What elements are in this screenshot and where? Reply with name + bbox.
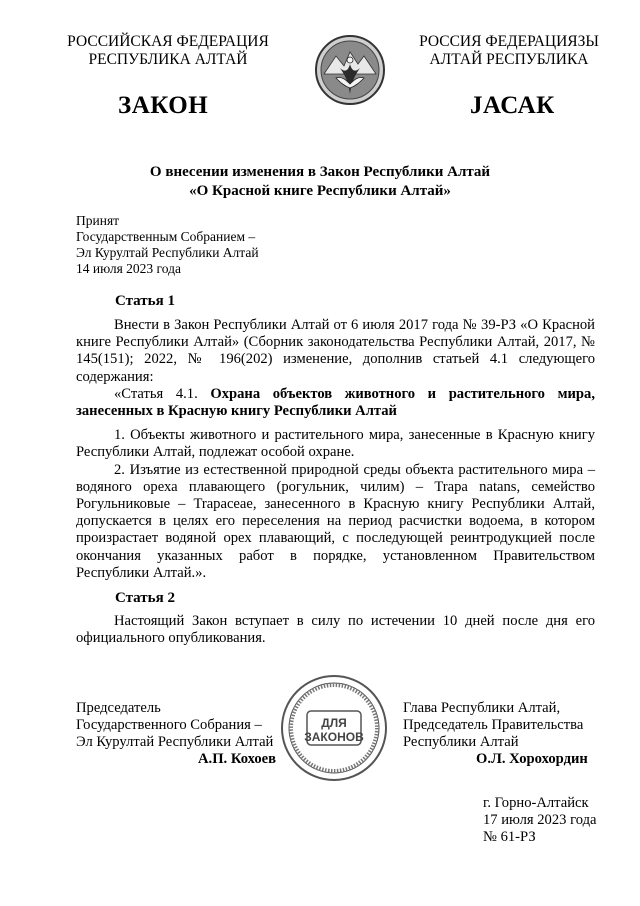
document-title bbox=[0, 163, 640, 201]
header-right-country: РОССИЯ ФЕДЕРАЦИЯЗЫ bbox=[419, 33, 599, 50]
signature-left-line3: Эл Курултай Республики Алтай bbox=[76, 734, 274, 751]
signature-right-line3: Республики Алтай bbox=[403, 734, 519, 751]
stamp-line1: ДЛЯ bbox=[321, 716, 347, 730]
law-title-russian: ЗАКОН bbox=[118, 92, 209, 119]
signature-left-line2: Государственного Собрания – bbox=[76, 717, 262, 734]
footer-place: г. Горно-Алтайск bbox=[483, 795, 589, 811]
signature-right-line2: Председатель Правительства bbox=[403, 717, 584, 734]
signature-left-line1: Председатель bbox=[76, 700, 161, 716]
article2-heading: Статья 2 bbox=[115, 590, 175, 606]
adoption-block bbox=[76, 213, 259, 277]
footer-block bbox=[483, 795, 596, 847]
header-right bbox=[394, 33, 624, 69]
footer-number: № 61-РЗ bbox=[483, 829, 536, 846]
signature-right-line1: Глава Республики Алтай, bbox=[403, 700, 561, 716]
header-left-country: РОССИЙСКАЯ ФЕДЕРАЦИЯ bbox=[67, 33, 269, 50]
adoption-date: 14 июля 2023 года bbox=[76, 261, 181, 276]
article1-heading: Статья 1 bbox=[115, 293, 175, 309]
signature-left-name: А.П. Кохоев bbox=[198, 751, 277, 767]
adoption-line2: Государственным Собранием – bbox=[76, 229, 256, 244]
article1-new-article bbox=[76, 386, 595, 420]
article2-text: Настоящий Закон вступает в силу по истечении 10 дней после дня его официального опубликования. bbox=[76, 613, 595, 647]
signature-left bbox=[76, 700, 273, 752]
emblem-icon bbox=[314, 34, 386, 106]
stamp-seal bbox=[279, 673, 389, 783]
adoption-line3: Эл Курултай Республики Алтай bbox=[76, 245, 259, 260]
article1-item2: 2. Изъятие из естественной природной среды объекта растительного мира – водяного ореха плавающего (рогульник, чилим) – Trapa natans, семейство Рогульниковые – Trapaceae, занесенного в Красную книгу Республики Алтай, допускается в целях его переселения на период расчистки водоема, в котором произрастает водяной орех плавающий, с последующей реинтродукцией после окончания указанных работ в порядке, установленном Правительством Республики Алтай.». bbox=[76, 461, 595, 581]
footer-date: 17 июля 2023 года bbox=[483, 812, 597, 829]
article2-body bbox=[76, 613, 595, 647]
article1-intro: Внести в Закон Республики Алтай от 6 июля 2017 года № 39-РЗ «О Красной книге Республики Алтай» (Сборник законодательства Республики Алтай, 2017, № 145(151); 2022, № 196(202) изменение, дополнив статьей 4.1 следующего содержания: bbox=[76, 317, 595, 385]
header-left bbox=[48, 33, 288, 69]
header-right-republic: АЛТАЙ РЕСПУБЛИКА bbox=[429, 51, 589, 68]
new-article-title: Охрана объектов животного и растительного мира, занесенных в Красную книгу Республики Алтай bbox=[76, 385, 595, 420]
signature-right-name: О.Л. Хорохордин bbox=[476, 751, 588, 767]
new-article-prefix: «Статья 4.1. bbox=[114, 385, 211, 402]
law-title-altai: JАСАК bbox=[470, 92, 555, 119]
signature-right bbox=[403, 700, 583, 752]
adoption-line1: Принят bbox=[76, 213, 120, 228]
document-title-line2: «О Красной книге Республики Алтай» bbox=[189, 183, 451, 199]
article1-item1: 1. Объекты животного и растительного мира, занесенные в Красную книгу Республики Алтай, подлежат особой охране. bbox=[76, 427, 595, 461]
stamp-line2: ЗАКОНОВ bbox=[304, 730, 364, 744]
document-title-line1: О внесении изменения в Закон Республики Алтай bbox=[149, 164, 491, 180]
header-left-republic: РЕСПУБЛИКА АЛТАЙ bbox=[88, 51, 248, 68]
article1-body bbox=[76, 317, 595, 582]
